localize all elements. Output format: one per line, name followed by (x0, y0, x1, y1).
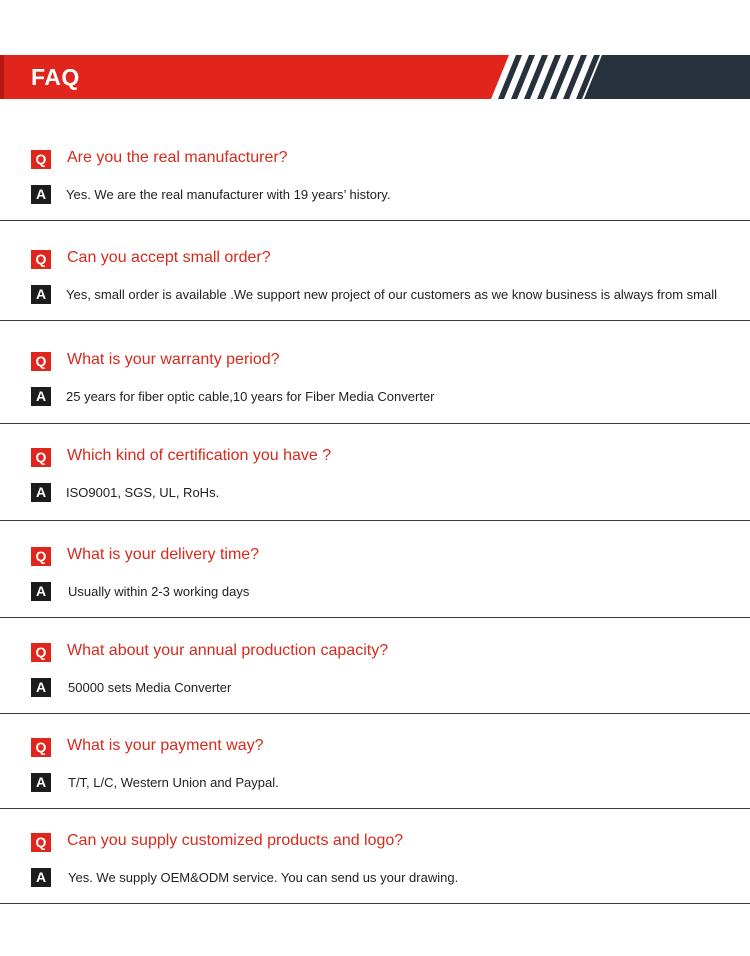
answer-text: 25 years for fiber optic cable,10 years for Fiber Media Converter (66, 389, 435, 404)
answer-badge: A (31, 773, 51, 792)
answer-text: Usually within 2-3 working days (68, 584, 250, 599)
divider (0, 808, 750, 809)
question-badge: Q (31, 547, 51, 566)
question-text: Which kind of certification you have ? (67, 447, 332, 464)
question-badge: Q (31, 250, 51, 269)
answer-badge: A (31, 582, 51, 601)
answer-text: Yes. We supply OEM&ODM service. You can send us your drawing. (68, 870, 459, 885)
question-badge: Q (31, 352, 51, 371)
answer-text: Yes. We are the real manufacturer with 19 years’ history. (66, 187, 391, 202)
banner-graphic (0, 55, 750, 99)
question-text: What is your payment way? (67, 737, 264, 754)
banner-left-edge (0, 55, 4, 99)
divider (0, 320, 750, 321)
answer-badge: A (31, 483, 51, 502)
question-badge: Q (31, 150, 51, 169)
banner-dark-band (584, 55, 750, 99)
banner-stripes (498, 55, 600, 99)
question-badge: Q (31, 643, 51, 662)
question-text: What is your warranty period? (67, 351, 280, 368)
faq-banner (0, 55, 750, 99)
divider (0, 423, 750, 424)
divider (0, 220, 750, 221)
answer-text: ISO9001, SGS, UL, RoHs. (66, 485, 220, 500)
answer-badge: A (31, 185, 51, 204)
question-text: Can you supply customized products and logo? (67, 832, 404, 849)
page-title: FAQ (31, 64, 80, 90)
answer-badge: A (31, 678, 51, 697)
answer-text: Yes, small order is available .We support new project of our customers as we know business is always from small (66, 287, 717, 302)
answer-badge: A (31, 387, 51, 406)
divider (0, 903, 750, 904)
divider (0, 617, 750, 618)
answer-badge: A (31, 868, 51, 887)
question-badge: Q (31, 833, 51, 852)
question-text: What is your delivery time? (67, 546, 260, 563)
question-text: Are you the real manufacturer? (67, 149, 288, 166)
answer-text: 50000 sets Media Converter (68, 680, 232, 695)
divider (0, 713, 750, 714)
question-badge: Q (31, 448, 51, 467)
question-text: What about your annual production capacity? (67, 642, 389, 659)
question-text: Can you accept small order? (67, 249, 271, 266)
answer-badge: A (31, 285, 51, 304)
question-badge: Q (31, 738, 51, 757)
divider (0, 520, 750, 521)
answer-text: T/T, L/C, Western Union and Paypal. (68, 775, 279, 790)
